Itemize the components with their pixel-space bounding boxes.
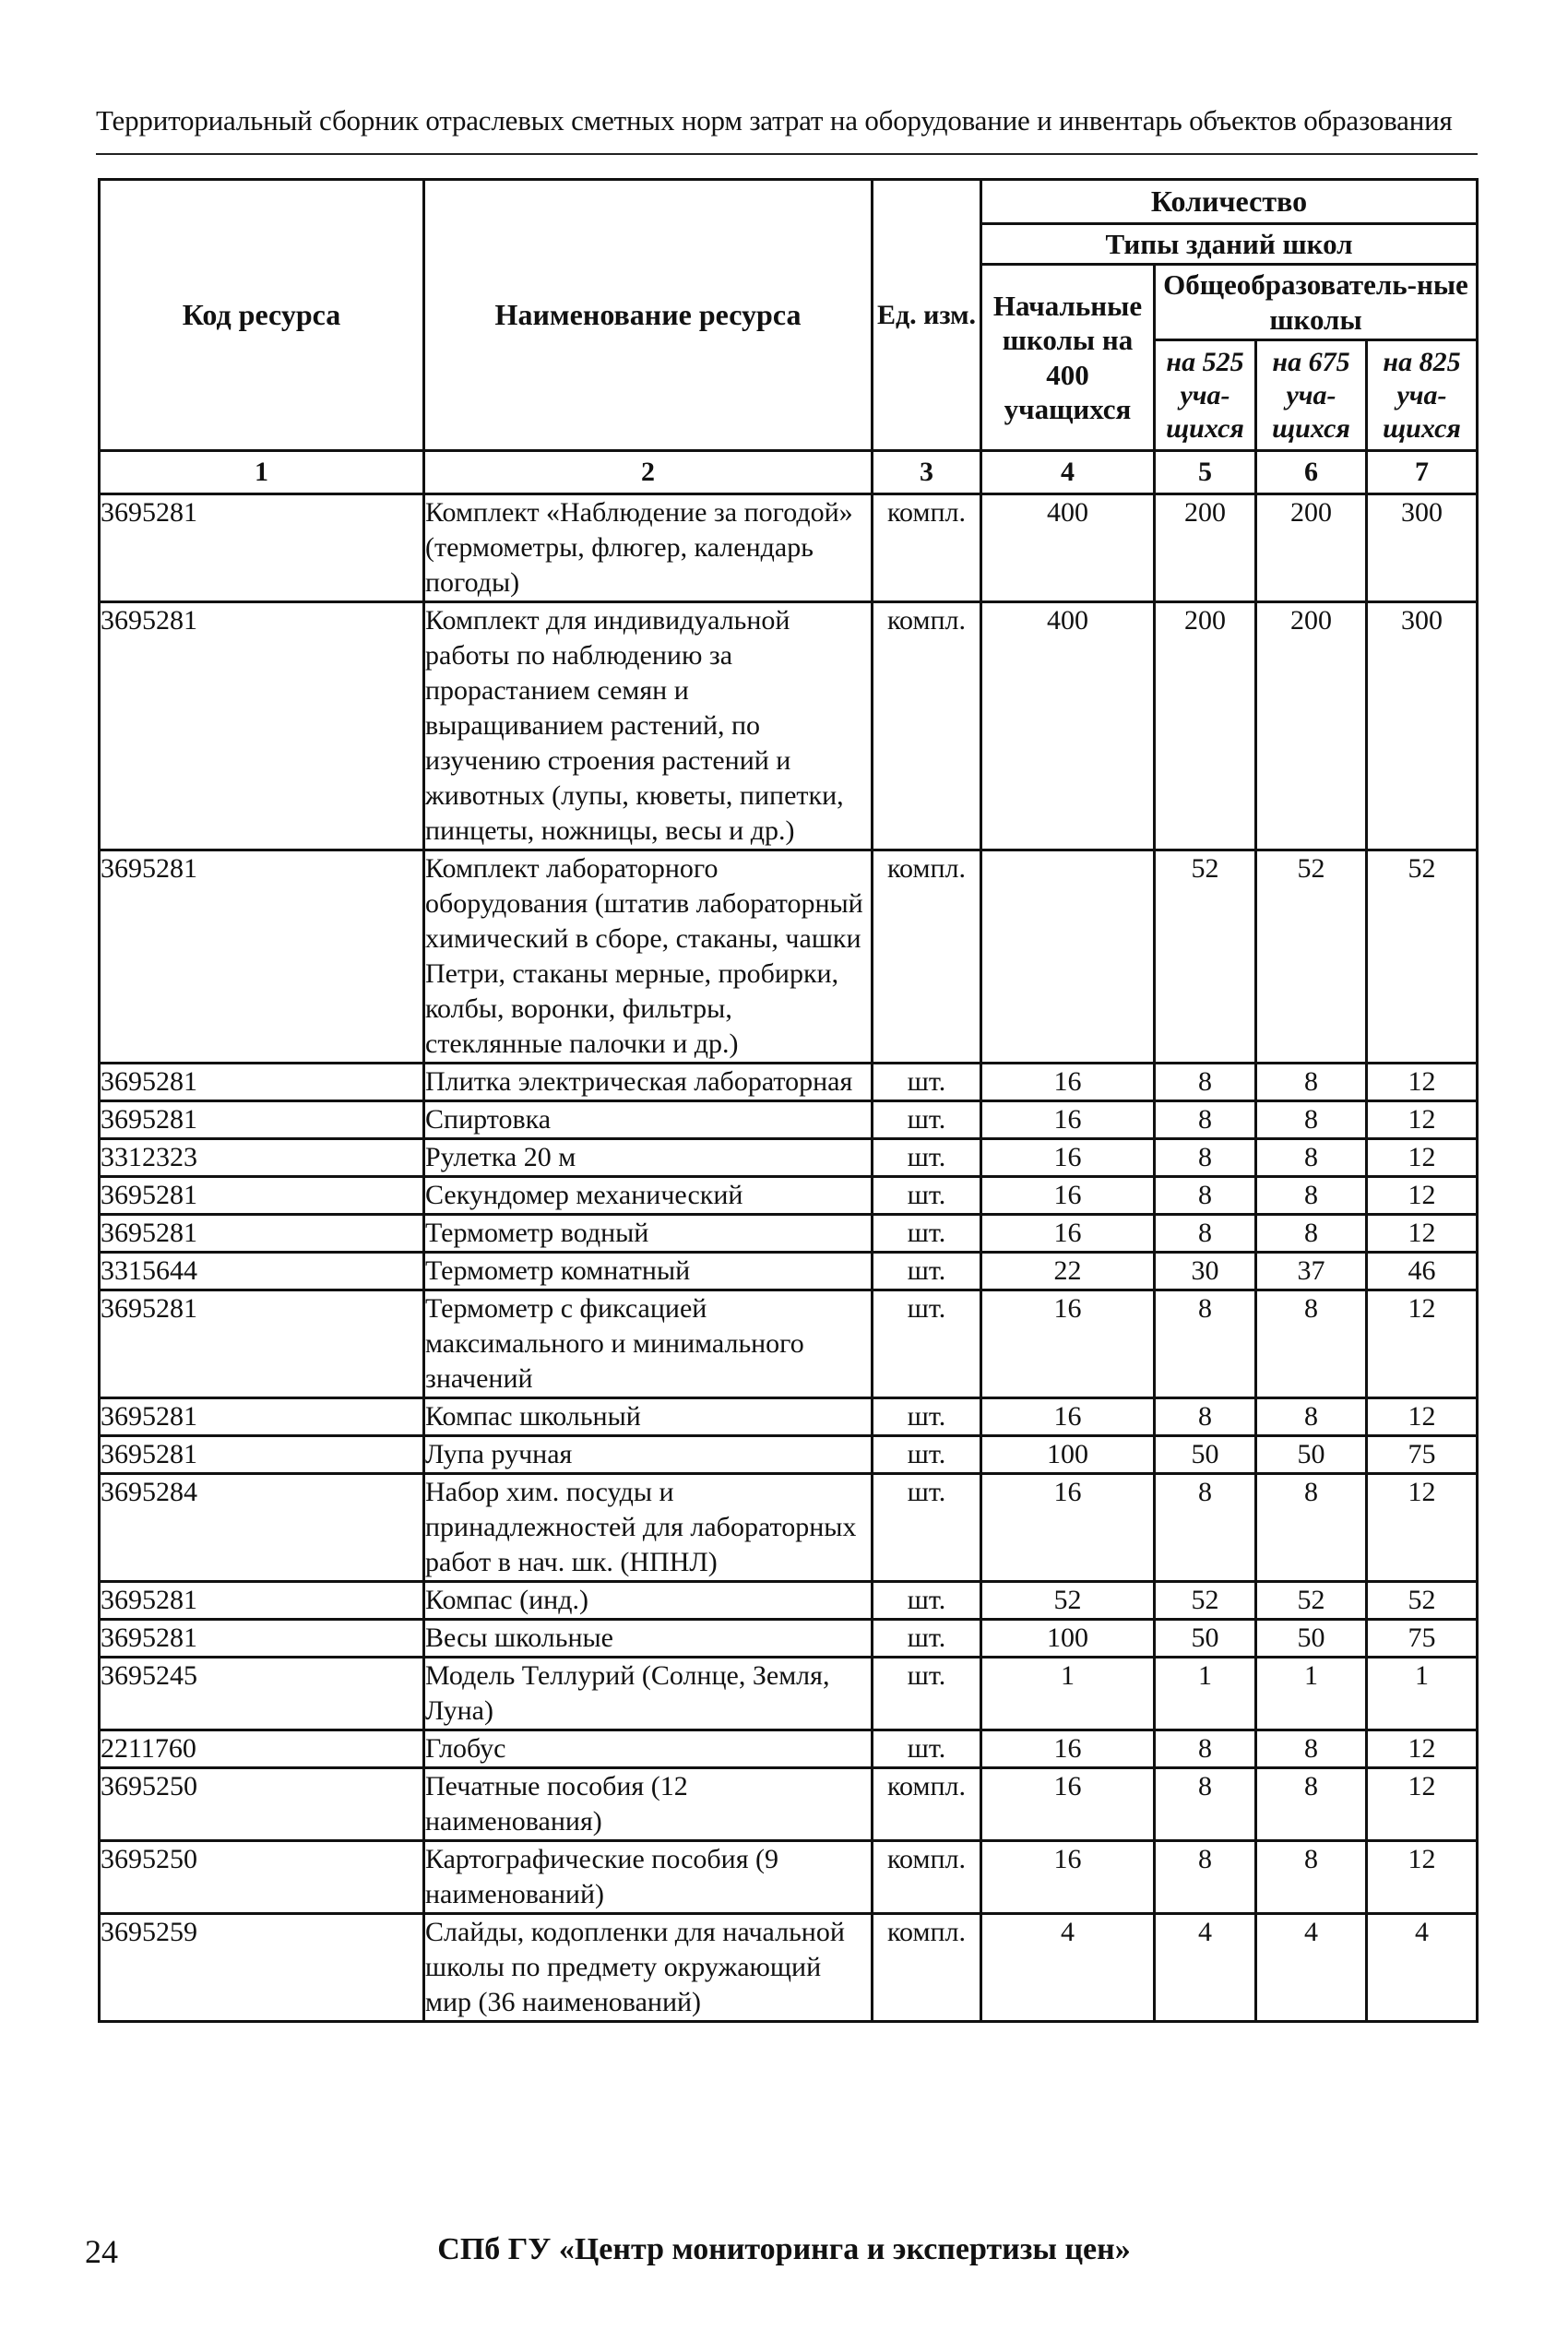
qty-825-cell: 12: [1367, 1398, 1478, 1436]
table-row: [100, 1177, 1478, 1215]
resource-name-cell: Компас школьный: [424, 1398, 873, 1436]
header-quantity: Количество: [981, 180, 1478, 224]
unit-cell: шт.: [873, 1474, 981, 1582]
resource-name-cell: Рулетка 20 м: [424, 1139, 873, 1177]
resource-name-cell: Слайды, кодопленки для начальной школы по предмету окружающий мир (36 наименований): [424, 1914, 873, 2022]
resource-code-cell: 3695250: [100, 1768, 424, 1841]
qty-825-cell: 300: [1367, 602, 1478, 850]
resource-name-cell: Термометр с фиксацией максимального и минимального значений: [424, 1290, 873, 1398]
qty-825-cell: 1: [1367, 1658, 1478, 1730]
qty-675-cell: 8: [1256, 1841, 1367, 1914]
resource-name-cell: Плитка электрическая лабораторная: [424, 1064, 873, 1101]
header-primary-schools: Начальные школы на 400 учащихся: [981, 265, 1155, 451]
resource-code-cell: 3695281: [100, 602, 424, 850]
resource-name-cell: Комплект лабораторного оборудования (штатив лабораторный химический в сборе, стаканы, чашки Петри, стаканы мерные, пробирки, колбы, воронки, фильтры, стеклянные палочки и др.): [424, 850, 873, 1064]
resource-name-cell: Комплект для индивидуальной работы по наблюдению за прорастанием семян и выращиванием растений, по изучению строения растений и животных (лупы, кюветы, пипетки, пинцеты, ножницы, весы и др.): [424, 602, 873, 850]
qty-825-cell: 12: [1367, 1290, 1478, 1398]
unit-cell: компл.: [873, 850, 981, 1064]
resource-code-cell: 2211760: [100, 1730, 424, 1768]
column-number-row: [100, 451, 1478, 494]
qty-525-cell: 8: [1155, 1215, 1256, 1253]
resource-code-cell: 3695281: [100, 1177, 424, 1215]
table-row: [100, 1139, 1478, 1177]
resource-name-cell: Печатные пособия (12 наименования): [424, 1768, 873, 1841]
qty-825-cell: 12: [1367, 1064, 1478, 1101]
header-525-prefix: на 525: [1166, 346, 1244, 377]
table-row: [100, 1290, 1478, 1398]
qty-825-cell: 300: [1367, 494, 1478, 602]
table-row: [100, 1841, 1478, 1914]
qty-primary-400-cell: 16: [981, 1064, 1155, 1101]
resource-code-cell: 3695281: [100, 1290, 424, 1398]
table-row: [100, 850, 1478, 1064]
qty-675-cell: 200: [1256, 494, 1367, 602]
table-body: [100, 494, 1478, 2022]
table-row: [100, 1768, 1478, 1841]
column-number: 4: [981, 451, 1155, 494]
qty-825-cell: 12: [1367, 1177, 1478, 1215]
unit-cell: шт.: [873, 1582, 981, 1620]
resource-code-cell: 3695281: [100, 494, 424, 602]
qty-525-cell: 8: [1155, 1064, 1256, 1101]
qty-675-cell: 37: [1256, 1253, 1367, 1290]
qty-675-cell: 8: [1256, 1730, 1367, 1768]
qty-825-cell: 12: [1367, 1474, 1478, 1582]
qty-primary-400-cell: 16: [981, 1177, 1155, 1215]
qty-primary-400-cell: 16: [981, 1841, 1155, 1914]
resource-code-cell: 3695281: [100, 1064, 424, 1101]
qty-primary-400-cell: 52: [981, 1582, 1155, 1620]
table-row: [100, 494, 1478, 602]
qty-675-cell: 8: [1256, 1064, 1367, 1101]
header-825-rest: уча-щихся: [1383, 379, 1461, 444]
page-number: 24: [85, 2233, 118, 2270]
unit-cell: шт.: [873, 1215, 981, 1253]
qty-525-cell: 52: [1155, 850, 1256, 1064]
resource-name-cell: Лупа ручная: [424, 1436, 873, 1474]
unit-cell: шт.: [873, 1436, 981, 1474]
qty-825-cell: 75: [1367, 1620, 1478, 1658]
qty-675-cell: 8: [1256, 1290, 1367, 1398]
qty-primary-400-cell: 16: [981, 1398, 1155, 1436]
unit-cell: компл.: [873, 494, 981, 602]
qty-675-cell: 52: [1256, 1582, 1367, 1620]
qty-675-cell: 50: [1256, 1436, 1367, 1474]
qty-525-cell: 8: [1155, 1398, 1256, 1436]
header-rule: [96, 153, 1478, 155]
header-825: [1367, 340, 1478, 451]
qty-525-cell: 4: [1155, 1914, 1256, 2022]
header-code: Код ресурса: [100, 180, 424, 451]
qty-primary-400-cell: 100: [981, 1436, 1155, 1474]
table-row: [100, 1436, 1478, 1474]
unit-cell: компл.: [873, 1914, 981, 2022]
qty-primary-400-cell: 16: [981, 1139, 1155, 1177]
resource-code-cell: 3695284: [100, 1474, 424, 1582]
qty-675-cell: 8: [1256, 1215, 1367, 1253]
column-number: 7: [1367, 451, 1478, 494]
resource-name-cell: Глобус: [424, 1730, 873, 1768]
qty-primary-400-cell: 400: [981, 602, 1155, 850]
qty-primary-400-cell: 16: [981, 1215, 1155, 1253]
qty-primary-400-cell: [981, 850, 1155, 1064]
resource-code-cell: 3695250: [100, 1841, 424, 1914]
unit-cell: шт.: [873, 1290, 981, 1398]
resource-name-cell: Спиртовка: [424, 1101, 873, 1139]
column-number: 1: [100, 451, 424, 494]
header-general-schools: Общеобразователь-ные школы: [1155, 265, 1478, 340]
resource-code-cell: 3695245: [100, 1658, 424, 1730]
resource-name-cell: Картографические пособия (9 наименований): [424, 1841, 873, 1914]
column-number: 3: [873, 451, 981, 494]
qty-675-cell: 1: [1256, 1658, 1367, 1730]
qty-525-cell: 8: [1155, 1177, 1256, 1215]
qty-primary-400-cell: 16: [981, 1474, 1155, 1582]
resource-code-cell: 3695259: [100, 1914, 424, 2022]
qty-525-cell: 8: [1155, 1730, 1256, 1768]
qty-525-cell: 8: [1155, 1474, 1256, 1582]
resource-code-cell: 3695281: [100, 1582, 424, 1620]
resource-name-cell: Компас (инд.): [424, 1582, 873, 1620]
header-675-prefix: на 675: [1272, 346, 1350, 377]
qty-primary-400-cell: 4: [981, 1914, 1155, 2022]
qty-primary-400-cell: 16: [981, 1101, 1155, 1139]
unit-cell: шт.: [873, 1658, 981, 1730]
qty-primary-400-cell: 16: [981, 1730, 1155, 1768]
qty-825-cell: 12: [1367, 1101, 1478, 1139]
table-row: [100, 1064, 1478, 1101]
header-675: [1256, 340, 1367, 451]
qty-primary-400-cell: 100: [981, 1620, 1155, 1658]
qty-primary-400-cell: 400: [981, 494, 1155, 602]
unit-cell: шт.: [873, 1730, 981, 1768]
unit-cell: шт.: [873, 1177, 981, 1215]
resource-code-cell: 3695281: [100, 1620, 424, 1658]
header-unit: Ед. изм.: [873, 180, 981, 451]
qty-675-cell: 200: [1256, 602, 1367, 850]
resource-name-cell: Набор хим. посуды и принадлежностей для лабораторных работ в нач. шк. (НПНЛ): [424, 1474, 873, 1582]
footer-publisher: СПб ГУ «Центр мониторинга и экспертизы цен»: [437, 2232, 1131, 2266]
qty-825-cell: 12: [1367, 1139, 1478, 1177]
qty-675-cell: 8: [1256, 1398, 1367, 1436]
resource-code-cell: 3315644: [100, 1253, 424, 1290]
unit-cell: шт.: [873, 1620, 981, 1658]
table-row: [100, 1582, 1478, 1620]
qty-825-cell: 75: [1367, 1436, 1478, 1474]
resource-name-cell: Термометр комнатный: [424, 1253, 873, 1290]
table-row: [100, 1215, 1478, 1253]
table-row: [100, 1620, 1478, 1658]
column-number: 5: [1155, 451, 1256, 494]
resource-name-cell: Секундомер механический: [424, 1177, 873, 1215]
resource-name-cell: Модель Теллурий (Солнце, Земля, Луна): [424, 1658, 873, 1730]
qty-825-cell: 12: [1367, 1730, 1478, 1768]
header-525: [1155, 340, 1256, 451]
resource-name-cell: Весы школьные: [424, 1620, 873, 1658]
running-head: Территориальный сборник отраслевых сметных норм затрат на оборудование и инвентарь объектов образования: [96, 104, 1453, 137]
header-825-prefix: на 825: [1383, 346, 1461, 377]
table-row: [100, 1253, 1478, 1290]
unit-cell: шт.: [873, 1398, 981, 1436]
table-row: [100, 1398, 1478, 1436]
qty-675-cell: 8: [1256, 1139, 1367, 1177]
qty-525-cell: 200: [1155, 602, 1256, 850]
qty-525-cell: 50: [1155, 1620, 1256, 1658]
table-row: [100, 1101, 1478, 1139]
qty-525-cell: 1: [1155, 1658, 1256, 1730]
unit-cell: шт.: [873, 1101, 981, 1139]
qty-675-cell: 4: [1256, 1914, 1367, 2022]
qty-primary-400-cell: 22: [981, 1253, 1155, 1290]
qty-825-cell: 52: [1367, 1582, 1478, 1620]
qty-525-cell: 200: [1155, 494, 1256, 602]
qty-525-cell: 30: [1155, 1253, 1256, 1290]
unit-cell: компл.: [873, 1841, 981, 1914]
header-675-rest: уча-щихся: [1272, 379, 1350, 444]
qty-675-cell: 52: [1256, 850, 1367, 1064]
table-row: [100, 1914, 1478, 2022]
resource-code-cell: 3695281: [100, 1436, 424, 1474]
column-number: 2: [424, 451, 873, 494]
header-school-types: Типы зданий школ: [981, 224, 1478, 265]
qty-525-cell: 8: [1155, 1768, 1256, 1841]
resource-name-cell: Комплект «Наблюдение за погодой» (термометры, флюгер, календарь погоды): [424, 494, 873, 602]
table-row: [100, 1474, 1478, 1582]
column-number: 6: [1256, 451, 1367, 494]
resource-code-cell: 3695281: [100, 1215, 424, 1253]
qty-825-cell: 12: [1367, 1215, 1478, 1253]
qty-825-cell: 4: [1367, 1914, 1478, 2022]
qty-525-cell: 8: [1155, 1841, 1256, 1914]
qty-825-cell: 12: [1367, 1841, 1478, 1914]
unit-cell: компл.: [873, 602, 981, 850]
qty-825-cell: 52: [1367, 850, 1478, 1064]
qty-675-cell: 8: [1256, 1474, 1367, 1582]
qty-primary-400-cell: 16: [981, 1290, 1155, 1398]
qty-825-cell: 12: [1367, 1768, 1478, 1841]
unit-cell: шт.: [873, 1253, 981, 1290]
qty-675-cell: 50: [1256, 1620, 1367, 1658]
qty-525-cell: 8: [1155, 1101, 1256, 1139]
unit-cell: шт.: [873, 1064, 981, 1101]
header-name: Наименование ресурса: [424, 180, 873, 451]
resource-code-cell: 3695281: [100, 1398, 424, 1436]
unit-cell: компл.: [873, 1768, 981, 1841]
qty-675-cell: 8: [1256, 1768, 1367, 1841]
qty-525-cell: 8: [1155, 1290, 1256, 1398]
table-row: [100, 1658, 1478, 1730]
resource-table: [98, 178, 1479, 2023]
qty-525-cell: 52: [1155, 1582, 1256, 1620]
qty-525-cell: 8: [1155, 1139, 1256, 1177]
resource-code-cell: 3695281: [100, 850, 424, 1064]
resource-code-cell: 3695281: [100, 1101, 424, 1139]
resource-code-cell: 3312323: [100, 1139, 424, 1177]
qty-825-cell: 46: [1367, 1253, 1478, 1290]
qty-primary-400-cell: 16: [981, 1768, 1155, 1841]
unit-cell: шт.: [873, 1139, 981, 1177]
table-row: [100, 602, 1478, 850]
qty-525-cell: 50: [1155, 1436, 1256, 1474]
qty-primary-400-cell: 1: [981, 1658, 1155, 1730]
table-row: [100, 1730, 1478, 1768]
qty-675-cell: 8: [1256, 1177, 1367, 1215]
header-525-rest: уча-щихся: [1166, 379, 1244, 444]
qty-675-cell: 8: [1256, 1101, 1367, 1139]
resource-name-cell: Термометр водный: [424, 1215, 873, 1253]
